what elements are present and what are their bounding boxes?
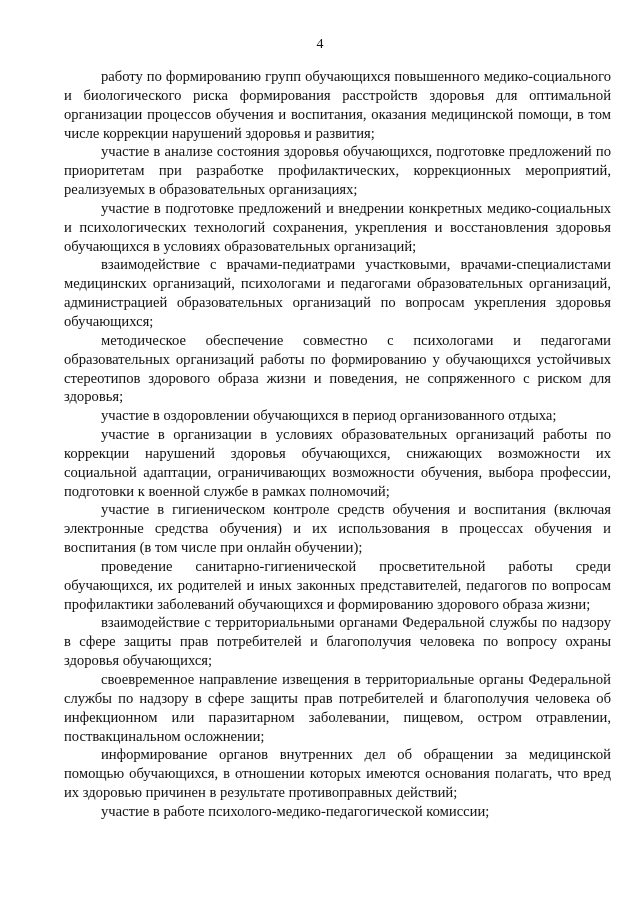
list-item: взаимодействие с врачами-педиатрами участковыми, врачами-специалистами медицинских организаций, психологами и педагогами образовательных организаций, администрацией образовательных организаций по вопросам укрепления здоровья обучающихся; — [64, 257, 611, 330]
list-item: методическое обеспечение совместно с психологами и педагогами образовательных организаций работы по формированию у обучающихся устойчивых стереотипов здорового образа жизни и поведения, не сопряженного с риском для здоровья; — [64, 332, 611, 406]
list-item: работу по формированию групп обучающихся повышенного медико-социального и биологического риска формирования расстройств здоровья для оптимальной организации процессов обучения и воспитания, оказания медицинской помощи, в том числе коррекции нарушений здоровья и развития; — [64, 69, 611, 142]
list-item: информирование органов внутренних дел об обращении за медицинской помощью обучающихся, в отношении которых имеются основания полагать, что вред их здоровью причинен в результате противоправных действий; — [64, 747, 611, 802]
list-item: участие в подготовке предложений и внедрении конкретных медико-социальных и психологических технологий сохранения, укрепления и восстановления здоровья обучающихся в условиях образовательных организаций; — [64, 200, 611, 255]
document-body — [64, 68, 611, 822]
list-item: участие в оздоровлении обучающихся в период организованного отдыха; — [101, 408, 557, 425]
list-item: участие в гигиеническом контроле средств обучения и воспитания (включая электронные средства обучения) и их использования в процессах обучения и воспитания (в том числе при онлайн обучении); — [64, 502, 611, 557]
list-item: своевременное направление извещения в территориальные органы Федеральной службы по надзору в сфере защиты прав потребителей и благополучия человека об инфекционном или паразитарном заболевании, пищевом, остром отравлении, поствакцинальном осложнении; — [64, 672, 611, 745]
list-item: проведение санитарно-гигиенической просветительной работы среди обучающихся, их родителей и иных законных представителей, педагогов по вопросам профилактики заболеваний обучающихся и формированию здорового образа жизни; — [64, 558, 611, 613]
page-number: 4 — [316, 37, 324, 52]
list-item: участие в организации в условиях образовательных организаций работы по коррекции нарушений здоровья обучающихся, снижающих возможности их социальной адаптации, ограничивающих возможности обучения, выбора профессии, подготовки к военной службе в рамках полномочий; — [64, 427, 611, 500]
list-item: участие в работе психолого-медико-педагогической комиссии; — [101, 803, 490, 820]
list-item: взаимодействие с территориальными органами Федеральной службы по надзору в сфере защиты прав потребителей и благополучия человека по вопросу охраны здоровья обучающихся; — [64, 615, 611, 670]
list-item: участие в анализе состояния здоровья обучающихся, подготовке предложений по приоритетам при разработке профилактических, коррекционных мероприятий, реализуемых в образовательных организациях; — [64, 144, 611, 199]
